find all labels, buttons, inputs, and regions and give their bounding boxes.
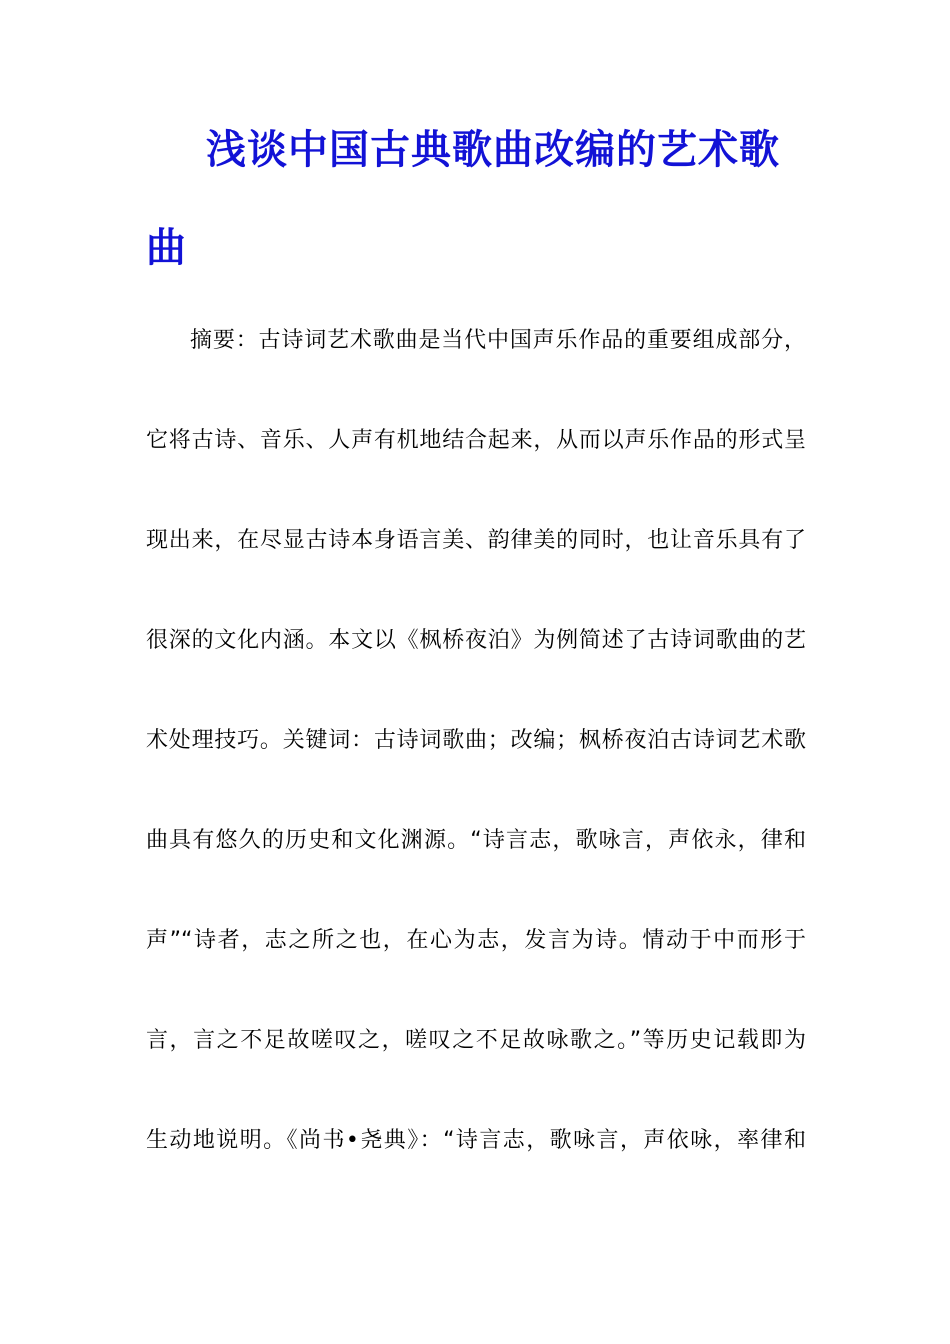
document-title-line-1: 浅谈中国古典歌曲改编的艺术歌 <box>206 126 780 173</box>
body-line-5: 术处理技巧。关键词：古诗词歌曲；改编；枫桥夜泊古诗词艺术歌 <box>146 728 806 753</box>
body-line-8: 言，言之不足故嗟叹之，嗟叹之不足故咏歌之。”等历史记载即为 <box>146 1028 806 1053</box>
body-line-2: 它将古诗、音乐、人声有机地结合起来，从而以声乐作品的形式呈 <box>146 428 806 453</box>
body-line-4: 很深的文化内涵。本文以《枫桥夜泊》为例简述了古诗词歌曲的艺 <box>146 628 806 653</box>
abstract-line-1: 摘要：古诗词艺术歌曲是当代中国声乐作品的重要组成部分， <box>190 328 806 353</box>
body-line-9: 生动地说明。《尚书•尧典》：“诗言志，歌咏言，声依咏，率律和 <box>146 1128 806 1153</box>
body-line-6: 曲具有悠久的历史和文化渊源。“诗言志，歌咏言，声依永，律和 <box>146 828 806 853</box>
document-title-line-2: 曲 <box>146 224 186 271</box>
body-line-7: 声”“诗者，志之所之也，在心为志，发言为诗。情动于中而形于 <box>146 928 806 953</box>
body-line-3: 现出来，在尽显古诗本身语言美、韵律美的同时，也让音乐具有了 <box>146 528 806 553</box>
